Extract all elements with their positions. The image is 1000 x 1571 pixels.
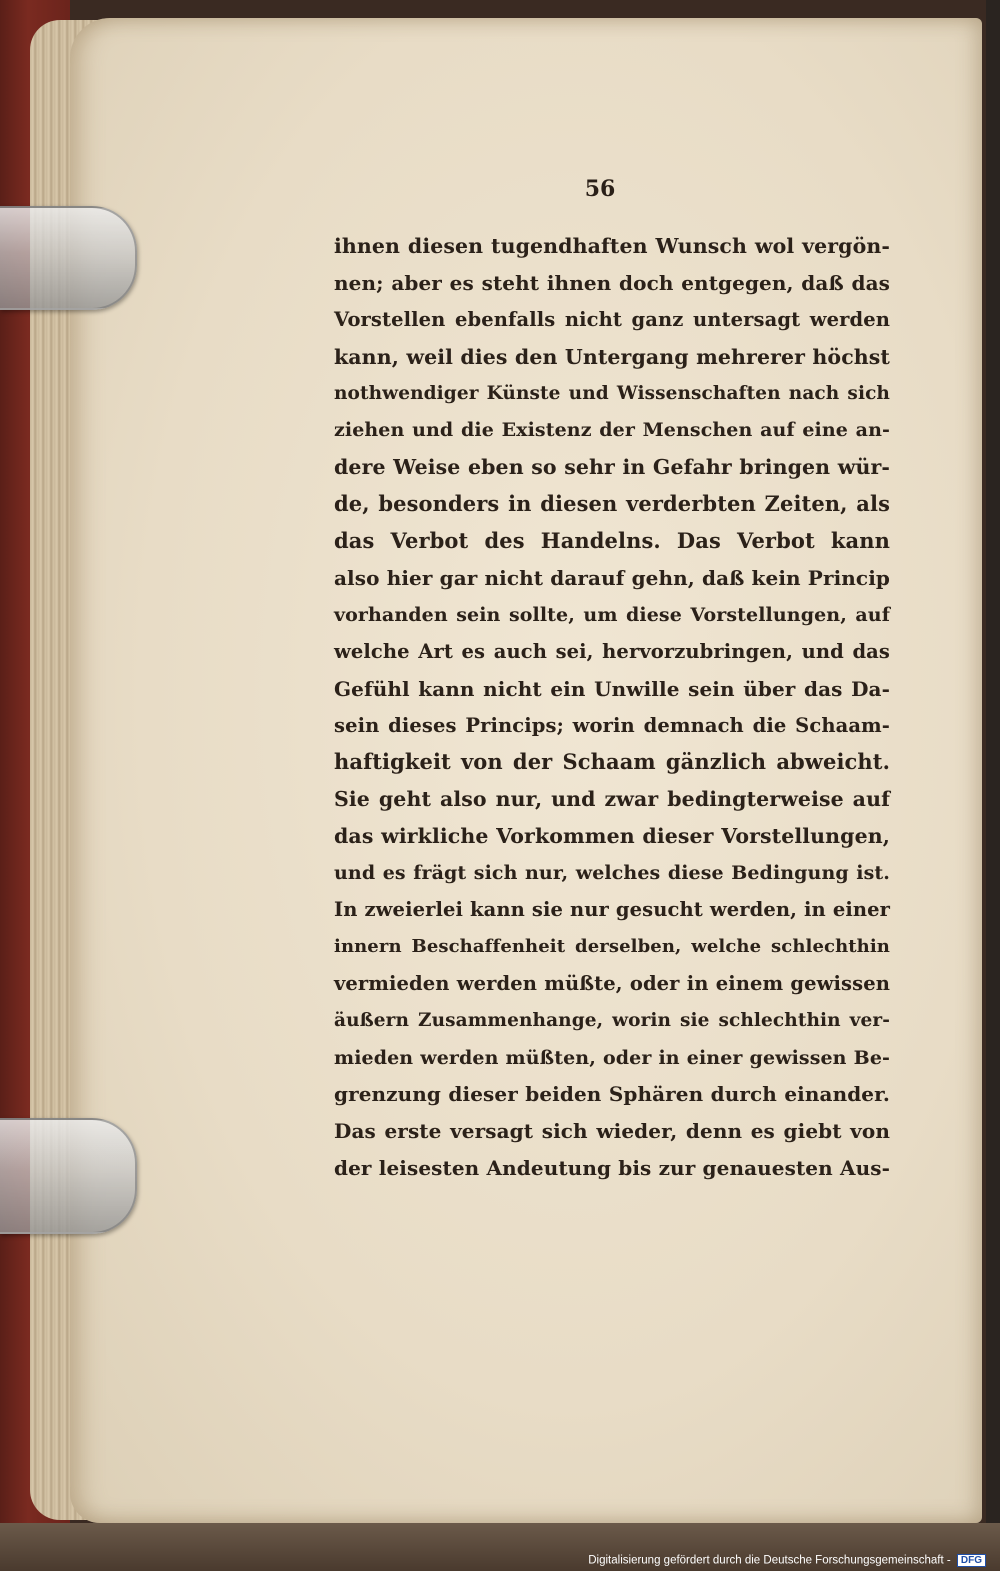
text-line: vermieden werden müßte, oder in einem gewissen xyxy=(334,971,890,995)
text-line: vorhanden sein sollte, um diese Vorstellungen, auf xyxy=(334,603,890,626)
text-line: Sie geht also nur, und zwar bedingterweise auf xyxy=(334,787,890,812)
text-line: der leisesten Andeutung bis zur genauesten Aus- xyxy=(334,1156,890,1181)
text-line: das Verbot des Handelns. Das Verbot kann xyxy=(334,528,890,554)
right-edge xyxy=(986,0,1000,1571)
text-line: mieden werden müßten, oder in einer gewissen Be- xyxy=(334,1046,890,1069)
text-line: In zweierlei kann sie nur gesucht werden, in einer xyxy=(334,898,890,922)
text-line: nen; aber es steht ihnen doch entgegen, daß das xyxy=(334,270,890,295)
footer-credit-text: Digitalisierung gefördert durch die Deutsche Forschungsgemeinschaft - xyxy=(588,1554,951,1567)
text-line: und es frägt sich nur, welches diese Bedingung ist. xyxy=(334,862,890,885)
footer-credit xyxy=(588,1554,986,1567)
text-line: dere Weise eben so sehr in Gefahr bringen wür- xyxy=(334,455,890,480)
text-line: das wirkliche Vorkommen dieser Vorstellungen, xyxy=(334,824,890,849)
text-line: äußern Zusammenhange, worin sie schlechthin ver- xyxy=(334,1009,890,1031)
text-line: haftigkeit von der Schaam gänzlich abweicht. xyxy=(334,749,890,775)
dfg-logo: DFG xyxy=(957,1554,986,1567)
text-line: ziehen und die Existenz der Menschen auf eine an- xyxy=(334,419,890,442)
text-line: Gefühl kann nicht ein Unwille sein über das Da- xyxy=(334,676,890,701)
body-text xyxy=(334,228,890,1187)
text-line: grenzung dieser beiden Sphären durch einander. xyxy=(334,1082,890,1107)
page-clamp-top xyxy=(0,206,137,310)
text-line: Das erste versagt sich wieder, denn es giebt von xyxy=(334,1119,890,1144)
page-number: 56 xyxy=(584,176,616,202)
text-line: ihnen diesen tugendhaften Wunsch wol vergön- xyxy=(334,234,890,258)
text-line: kann, weil dies den Untergang mehrerer höchst xyxy=(334,344,890,369)
page-clamp-bottom xyxy=(0,1118,137,1234)
text-line: sein dieses Princips; worin demnach die Schaam- xyxy=(334,713,890,737)
text-line: innern Beschaffenheit derselben, welche schlechthin xyxy=(334,935,890,957)
text-line: welche Art es auch sei, hervorzubringen, und das xyxy=(334,639,890,663)
text-line: also hier gar nicht darauf gehn, daß kein Princip xyxy=(334,566,890,591)
text-line: nothwendiger Künste und Wissenschaften nach sich xyxy=(334,382,890,404)
text-line: de, besonders in diesen verderbten Zeiten, als xyxy=(334,491,890,517)
text-line: Vorstellen ebenfalls nicht ganz untersagt werden xyxy=(334,307,890,331)
